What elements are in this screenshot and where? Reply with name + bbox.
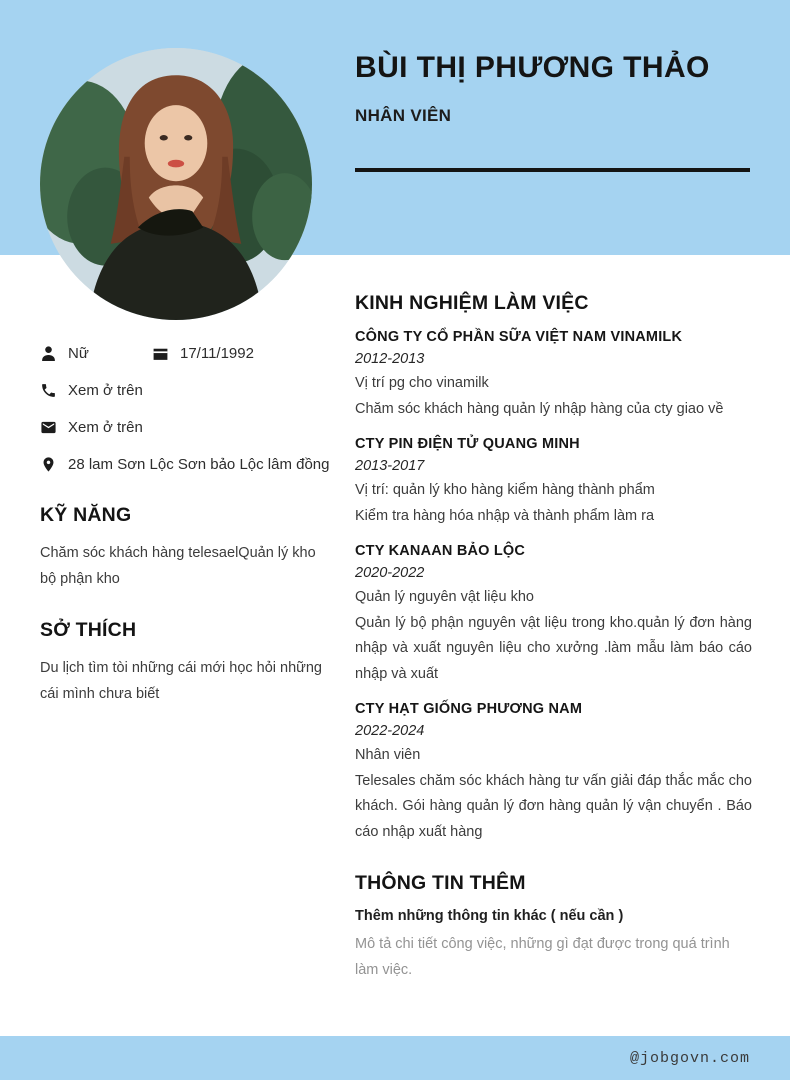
info-row-gender-birthdate [40,342,332,366]
person-icon [40,345,57,362]
experience-line: Quản lý bộ phận nguyên vật liệu trong kho.quản lý đơn hàng nhập và xuất nguyên liệu cho xưởng .làm mẫu làm báo cáo nhập và xuất [355,614,752,682]
skills-text: Chăm sóc khách hàng telesaelQuản lý kho bộ phận kho [40,545,316,587]
experience-entry [355,329,752,422]
person-name: BÙI THỊ PHƯƠNG THẢO [355,51,710,84]
experience-entry [355,543,752,687]
period: 2020-2022 [355,565,425,581]
gender-field [40,342,152,366]
gender-value: Nữ [68,345,89,362]
experience-heading: KINH NGHIỆM LÀM VIỆC [355,292,589,314]
left-column [40,342,332,707]
email-icon [40,419,57,436]
experience-entry [355,701,752,845]
footer-brand: @jobgovn.com [629,1049,750,1067]
additional-heading: THÔNG TIN THÊM [355,872,526,894]
additional-subheading: Thêm những thông tin khác ( nếu cần ) [355,908,624,924]
header-text-block [355,50,752,126]
location-icon [40,456,57,473]
additional-placeholder: Mô tả chi tiết công việc, những gì đạt được trong quá trình làm việc. [355,936,730,978]
period: 2022-2024 [355,723,425,739]
right-column [355,292,752,983]
info-row-email [40,416,332,440]
experience-line: Vị trí pg cho vinamilk [355,375,489,391]
experience-line: Kiểm tra hàng hóa nhập và thành phẩm làm ra [355,507,655,524]
experience-line: Telesales chăm sóc khách hàng tư vấn giải đáp thắc mắc cho khách. Gói hàng quản lý đơn hàng quản lý vận chuyển . Báo cáo nhập xuất hàng [355,772,752,840]
info-row-phone [40,379,332,403]
header-divider [355,168,750,172]
portrait-illustration [40,48,312,320]
experience-line: Vị trí: quản lý kho hàng kiểm hàng thành phẩm [355,482,655,498]
company-name: CTY HẠT GIỐNG PHƯƠNG NAM [355,701,583,717]
birthdate-value: 17/11/1992 [180,345,254,362]
period: 2013-2017 [355,458,425,474]
experience-entry [355,436,752,529]
skills-heading: KỸ NĂNG [40,504,132,526]
period: 2012-2013 [355,351,425,367]
profile-photo [40,48,312,320]
phone-icon [40,382,57,399]
experience-line: Chăm sóc khách hàng quản lý nhập hàng của cty giao về [355,400,724,417]
hobbies-text: Du lịch tìm tòi những cái mới học hỏi những cái mình chưa biết [40,660,322,702]
info-row-address [40,453,332,477]
email-value: Xem ở trên [68,419,143,436]
company-name: CTY PIN ĐIỆN TỬ QUANG MINH [355,436,580,452]
job-title: NHÂN VIÊN [355,106,452,125]
experience-line: Nhân viên [355,747,421,763]
additional-info-section [355,872,752,983]
company-name: CÔNG TY CỔ PHẦN SỮA VIỆT NAM VINAMILK [355,329,683,345]
birthdate-field [152,342,254,366]
calendar-icon [152,345,169,362]
address-value: 28 lam Sơn Lộc Sơn bảo Lộc lâm đồng [68,456,330,473]
footer-band [0,1036,790,1080]
hobbies-heading: SỞ THÍCH [40,619,137,641]
phone-value: Xem ở trên [68,382,143,399]
experience-entries [355,329,752,845]
experience-line: Quản lý nguyên vật liệu kho [355,589,534,605]
company-name: CTY KANAAN BẢO LỘC [355,543,526,559]
